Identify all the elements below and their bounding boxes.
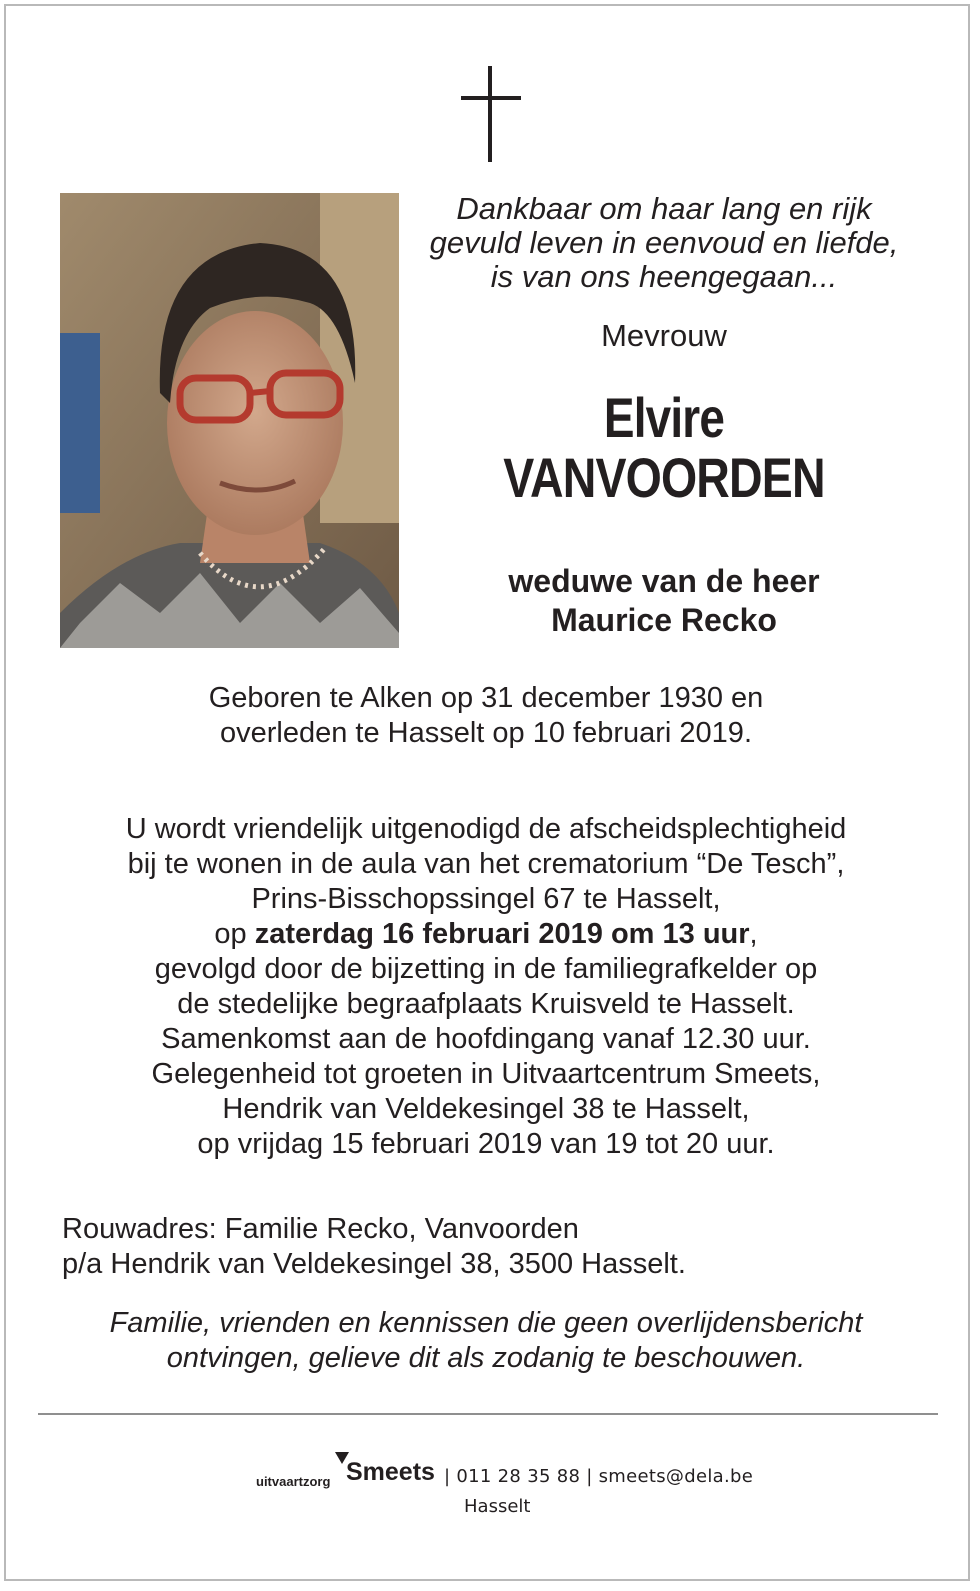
funeral-home-footer bbox=[6, 1446, 972, 1526]
ceremony-line: bij te wonen in de aula van het crematorium “De Tesch”, bbox=[127, 848, 845, 880]
spouse-line1: weduwe van de heer bbox=[508, 563, 820, 599]
birth-death-info bbox=[46, 681, 926, 751]
divider bbox=[38, 1413, 938, 1415]
spouse-line2: Maurice Recko bbox=[551, 602, 777, 638]
ceremony-line: Gelegenheid tot groeten in Uitvaartcentrum Smeets, bbox=[151, 1058, 821, 1090]
ceremony-suffix: , bbox=[749, 918, 758, 950]
ceremony-line: Prins-Bisschopssingel 67 te Hasselt, bbox=[251, 883, 721, 915]
ceremony-datetime bbox=[46, 917, 926, 952]
intro-text bbox=[408, 192, 920, 294]
ceremony-prefix: op bbox=[214, 918, 255, 950]
address-line2: p/a Hendrik van Veldekesingel 38, 3500 Hasselt. bbox=[62, 1248, 686, 1280]
intro-line: Dankbaar om haar lang en rijk bbox=[456, 191, 872, 226]
intro-line: is van ons heengegaan... bbox=[490, 259, 838, 294]
contact-info: | 011 28 35 88 | smeets@dela.be bbox=[444, 1466, 754, 1487]
obituary-card bbox=[4, 4, 970, 1581]
birth-line: Geboren te Alken op 31 december 1930 en bbox=[208, 682, 764, 714]
death-line: overleden te Hasselt op 10 februari 2019. bbox=[219, 717, 752, 749]
closing-line1: Familie, vrienden en kennissen die geen overlijdensbericht bbox=[109, 1307, 863, 1339]
ceremony-line: Hendrik van Veldekesingel 38 te Hasselt, bbox=[222, 1093, 750, 1125]
first-name: Elvire bbox=[603, 386, 725, 449]
closing-line2: ontvingen, gelieve dit als zodanig te beschouwen. bbox=[166, 1342, 806, 1374]
deceased-name bbox=[408, 388, 920, 508]
mourning-address bbox=[62, 1212, 922, 1282]
brand-small: uitvaartzorg bbox=[256, 1474, 331, 1489]
ceremony-info bbox=[46, 812, 926, 1162]
ceremony-line: op vrijdag 15 februari 2019 van 19 tot 20 uur. bbox=[197, 1128, 775, 1160]
spouse-info bbox=[408, 562, 920, 640]
closing-note bbox=[46, 1306, 926, 1376]
ceremony-date-bold: zaterdag 16 februari 2019 om 13 uur bbox=[254, 918, 750, 950]
brand-name: Smeets bbox=[346, 1458, 435, 1486]
address-line1: Rouwadres: Familie Recko, Vanvoorden bbox=[62, 1213, 579, 1245]
ceremony-line: gevolgd door de bijzetting in de familiegrafkelder op bbox=[154, 953, 818, 985]
intro-line: gevuld leven in eenvoud en liefde, bbox=[429, 225, 899, 260]
last-name: VANVOORDEN bbox=[503, 446, 825, 509]
ceremony-line: de stedelijke begraafplaats Kruisveld te Hasselt. bbox=[177, 988, 795, 1020]
ceremony-line: U wordt vriendelijk uitgenodigd de afscheidsplechtigheid bbox=[125, 813, 847, 845]
footer-city: Hasselt bbox=[464, 1496, 531, 1517]
portrait-photo bbox=[60, 193, 399, 648]
honorific: Mevrouw bbox=[601, 318, 727, 353]
cross-icon bbox=[461, 66, 521, 162]
ceremony-line: Samenkomst aan de hoofdingang vanaf 12.30 uur. bbox=[161, 1023, 811, 1055]
